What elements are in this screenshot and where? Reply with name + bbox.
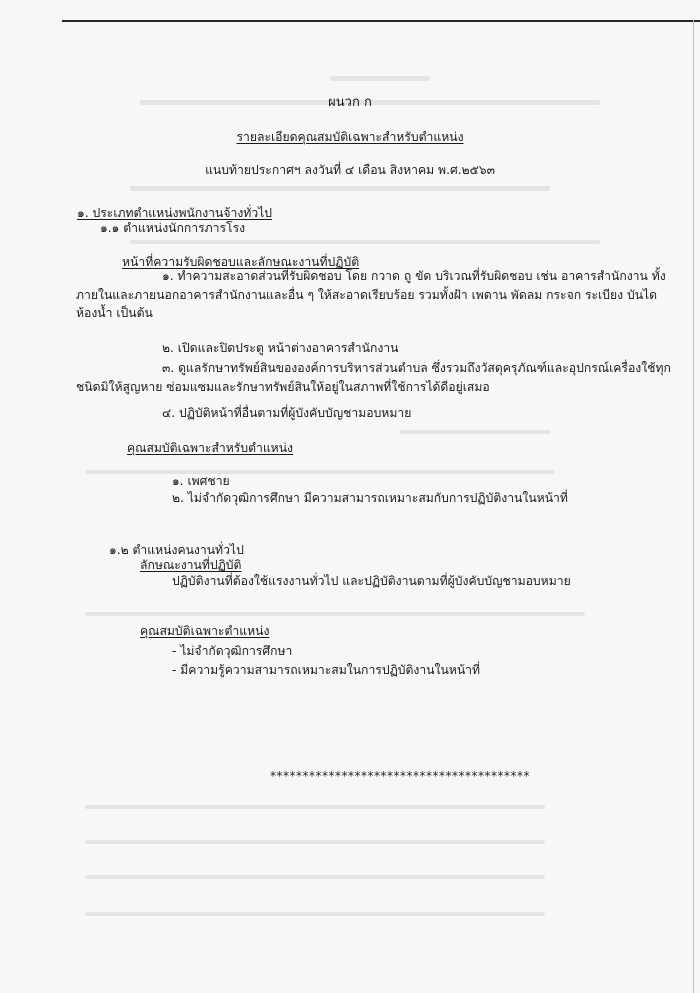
- page-top-edge: [62, 20, 700, 22]
- section-1-heading: ๑. ประเภทตำแหน่งพนักงานจ้างทั่วไป: [77, 206, 273, 220]
- bleed-through-mark: [85, 805, 545, 809]
- duty-3-line-1: ๓. ดูแลรักษาทรัพย์สินขององค์การบริหารส่วนตำบล ซึ่งรวมถึงวัสดุครุภัณฑ์และอุปกรณ์เครื่องใช้ทุก: [162, 361, 671, 375]
- document-title: ผนวก ก: [328, 95, 372, 110]
- bleed-through-mark: [85, 840, 545, 844]
- duty-4: ๔. ปฏิบัติหน้าที่อื่นตามที่ผู้บังคับบัญชามอบหมาย: [162, 406, 412, 420]
- section-1-2-heading: ๑.๒ ตำแหน่งคนงานทั่วไป: [109, 543, 244, 557]
- work-text: ปฏิบัติงานที่ต้องใช้แรงงานทั่วไป และปฏิบัติงานตามที่ผู้บังคับบัญชามอบหมาย: [172, 574, 571, 588]
- duty-2: ๒. เปิดและปิดประตู หน้าต่างอาคารสำนักงาน: [162, 341, 399, 355]
- duty-1-line-2: ภายในและภายนอกอาคารสำนักงานและอื่น ๆ ให้สะอาดเรียบร้อย รวมทั้งฝ้า เพดาน พัดลม กระจก ระเบียง บันได: [76, 288, 658, 302]
- section-1-2-qualification-heading: คุณสมบัติเฉพาะตำแหน่ง: [140, 624, 270, 638]
- end-marker: ****************************************: [270, 769, 530, 783]
- bleed-through-mark: [400, 430, 550, 434]
- section-1-1-heading: ๑.๑ ตำแหน่งนักการภารโรง: [100, 221, 246, 235]
- bleed-through-mark: [85, 912, 545, 916]
- section-1-2-qualification-2: - มีความรู้ความสามารถเหมาะสมในการปฏิบัติงานในหน้าที่: [172, 663, 481, 677]
- duty-1-line-3: ห้องน้ำ เป็นต้น: [76, 306, 153, 320]
- bleed-through-mark: [130, 240, 600, 244]
- bleed-through-mark: [85, 470, 555, 474]
- work-heading: ลักษณะงานที่ปฏิบัติ: [140, 558, 242, 572]
- bleed-through-mark: [130, 186, 550, 191]
- document-subtitle: รายละเอียดคุณสมบัติเฉพาะสำหรับตำแหน่ง: [236, 130, 464, 144]
- qualification-heading: คุณสมบัติเฉพาะสำหรับตำแหน่ง: [127, 441, 294, 455]
- bleed-through-mark: [85, 875, 545, 879]
- duty-1-line-1: ๑. ทำความสะอาดส่วนที่รับผิดชอบ โดย กวาด ถู ขัด บริเวณที่รับผิดชอบ เช่น อาคารสำนักงาน ทั้ง: [162, 269, 666, 283]
- duties-heading: หน้าที่ความรับผิดชอบและลักษณะงานที่ปฏิบัติ: [122, 255, 360, 269]
- bleed-through-mark: [330, 76, 430, 81]
- qualification-1: ๑. เพศชาย: [172, 474, 230, 488]
- section-1-2-qualification-1: - ไม่จำกัดวุฒิการศึกษา: [172, 644, 293, 658]
- duty-3-line-2: ชนิดมิให้สูญหาย ซ่อมแซมและรักษาทรัพย์สินให้อยู่ในสภาพที่ใช้การได้ดีอยู่เสมอ: [76, 380, 490, 394]
- bleed-through-mark: [85, 612, 585, 616]
- qualification-2: ๒. ไม่จำกัดวุฒิการศึกษา มีความสามารถเหมาะสมกับการปฏิบัติงานในหน้าที่: [172, 491, 568, 505]
- attachment-line: แนบท้ายประกาศฯ ลงวันที่ ๔ เดือน สิงหาคม พ.ศ.๒๕๖๓: [205, 163, 495, 177]
